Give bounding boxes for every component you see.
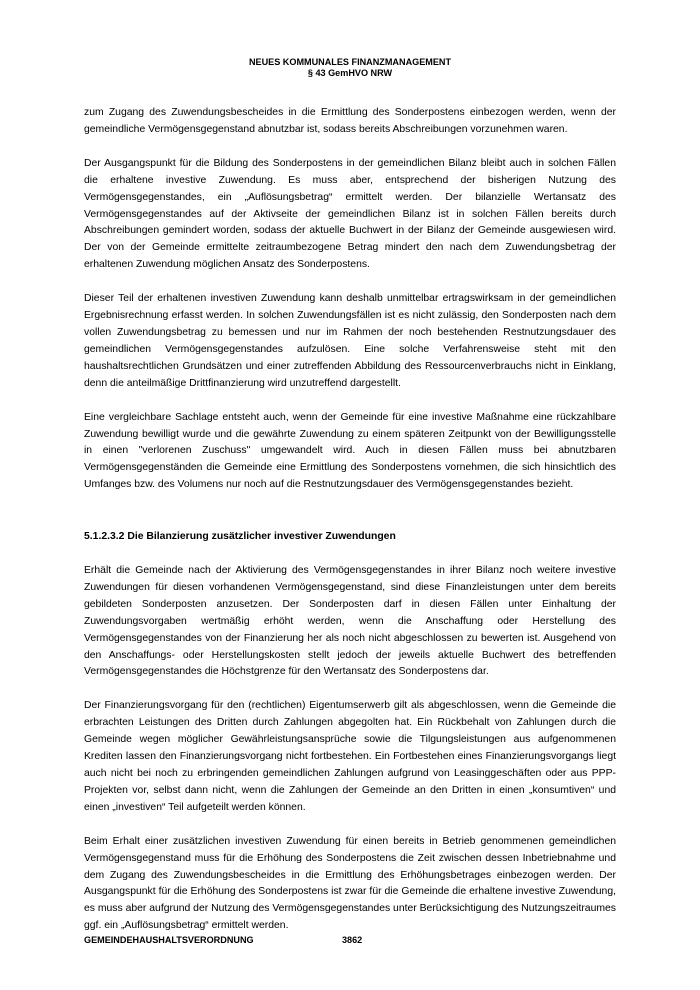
body-paragraph: Eine vergleichbare Sachlage entsteht auch, wenn der Gemeinde für eine investive Maßnahme eine rückzahlbare Zuwendung bewilligt wurde und die gewährte Zuwendung zu einem späteren Zeitpunkt von der Bewilligungsstelle in einen "verlorenen Zuschuss" umgewandelt wird. Auch in diesen Fällen muss bei abnutzbaren Vermögensgegenständen die Gemeinde eine Ermittlung des Sonderpostens vornehmen, die sich hinsichtlich des Umfanges bzw. des Volumens nur noch auf die Restnutzungsdauer des Vermögensgegenstandes bezieht.: [84, 411, 616, 491]
body-paragraph: Beim Erhalt einer zusätzlichen investiven Zuwendung für einen bereits in Betrieb genommenen gemeindlichen Vermögensgegenstand muss für die Erhöhung des Sonderpostens die Zeit zwischen dessen Inbetriebnahme und dem Zugang des Zuwendungsbescheides in die Ermittlung des Erhöhungsbetrages einbezogen werden. Der Ausgangspunkt für die Erhöhung des Sonderpostens ist zwar für die Gemeinde die erhaltene investive Zuwendung, es muss aber aufgrund der Nutzung des Vermögensgegenstandes unter Berücksichtigung des Nutzungszeitraumes ggf. ein „Auflösungsbetrag“ ermittelt werden.: [84, 835, 616, 932]
document-section-reference: § 43 GemHVO NRW: [307, 68, 393, 78]
footer-label: GEMEINDEHAUSHALTSVERORDNUNG: [84, 935, 254, 945]
body-paragraph: Der Ausgangspunkt für die Bildung des Sonderpostens in der gemeindlichen Bilanz bleibt auch in solchen Fällen die erhaltene investive Zuwendung. Es muss aber, entsprechend der bisherigen Nutzung des Vermögensgegenstandes, ein „Auflösungsbetrag“ ermittelt werden. Der bilanzielle Wertansatz des Vermögensgegenstandes auf der Aktivseite der gemeindlichen Bilanz ist in solchen Fällen bereits durch Abschreibungen gemindert worden, sodass der aktuelle Buchwert in der Bilanz der Gemeinde ausgewiesen wird. Der von der Gemeinde ermittelte zeitraumbezogene Betrag mindert den nach dem Zuwendungsbetrag der erhaltenen Zuwendung möglichen Ansatz des Sonderpostens.: [84, 157, 616, 271]
document-title: NEUES KOMMUNALES FINANZMANAGEMENT: [248, 57, 452, 67]
page-header: [0, 57, 700, 79]
page-footer: [84, 935, 363, 946]
document-body: [84, 105, 616, 952]
page-number: 3862: [342, 935, 363, 945]
section-heading: 5.1.2.3.2 Die Bilanzierung zusätzlicher investiver Zuwendungen: [84, 531, 396, 543]
body-paragraph: Dieser Teil der erhaltenen investiven Zuwendung kann deshalb unmittelbar ertragswirksam in der gemeindlichen Ergebnisrechnung erfasst werden. In solchen Zuwendungsfällen ist es nicht zulässig, den Sonderposten nach dem vollen Zuwendungsbetrag zu bemessen und nur im Rahmen der noch bestehenden Restnutzungsdauer des gemeindlichen Vermögensgegenstandes aufzulösen. Eine solche Verfahrensweise steht mit den haushaltsrechtlichen Grundsätzen und einer zutreffenden Abbildung des Ressourcenverbrauchs nicht in Einklang, denn die anteilmäßige Drittfinanzierung wird unzutreffend dargestellt.: [84, 293, 616, 389]
body-paragraph: Der Finanzierungsvorgang für den (rechtlichen) Eigentumserwerb gilt als abgeschlossen, wenn die Gemeinde die erbrachten Leistungen des Dritten durch Zahlungen abgegolten hat. Ein Rückbehalt von Zahlungen durch die Gemeinde wegen möglicher Gewährleistungsansprüche sowie die Tilgungsleistungen aus aufgenommenen Krediten lassen den Finanzierungsvorgang nicht fortbestehen. Ein Fortbestehen eines Finanzierungsvorgangs liegt auch nicht bei noch zu erbringenden gemeindlichen Zahlungen aufgrund von Leasinggeschäften oder aus PPP-Projekten vor, selbst dann nicht, wenn die Zahlungen der Gemeinde an den Dritten in einen „konsumtiven“ und einen „investiven“ Teil aufgeteilt werden können.: [84, 700, 616, 813]
body-paragraph: zum Zugang des Zuwendungsbescheides in die Ermittlung des Sonderpostens einbezogen werden, wenn der gemeindliche Vermögensgegenstand abnutzbar ist, sodass bereits Abschreibungen vorzunehmen waren.: [84, 107, 616, 135]
body-paragraph: Erhält die Gemeinde nach der Aktivierung des Vermögensgegenstandes in ihrer Bilanz noch weitere investive Zuwendungen für diesen vorhandenen Vermögensgegenstand, sind diese Finanzleistungen unter dem bereits gebildeten Sonderposten anzusetzen. Der Sonderposten darf in diesen Fällen unter Einhaltung der Zuwendungsvorgaben wertmäßig erhöht werden, wenn die Anschaffung oder Herstellung des Vermögensgegenstandes von der Finanzierung her als noch nicht abgeschlossen zu bewerten ist. Ausgehend von den Anschaffungs- oder Herstellungskosten stellt jedoch der jeweils aktuelle Buchwert des betreffenden Vermögensgegenstandes die Höchstgrenze für den Wertansatz des Sonderpostens dar.: [84, 565, 616, 678]
